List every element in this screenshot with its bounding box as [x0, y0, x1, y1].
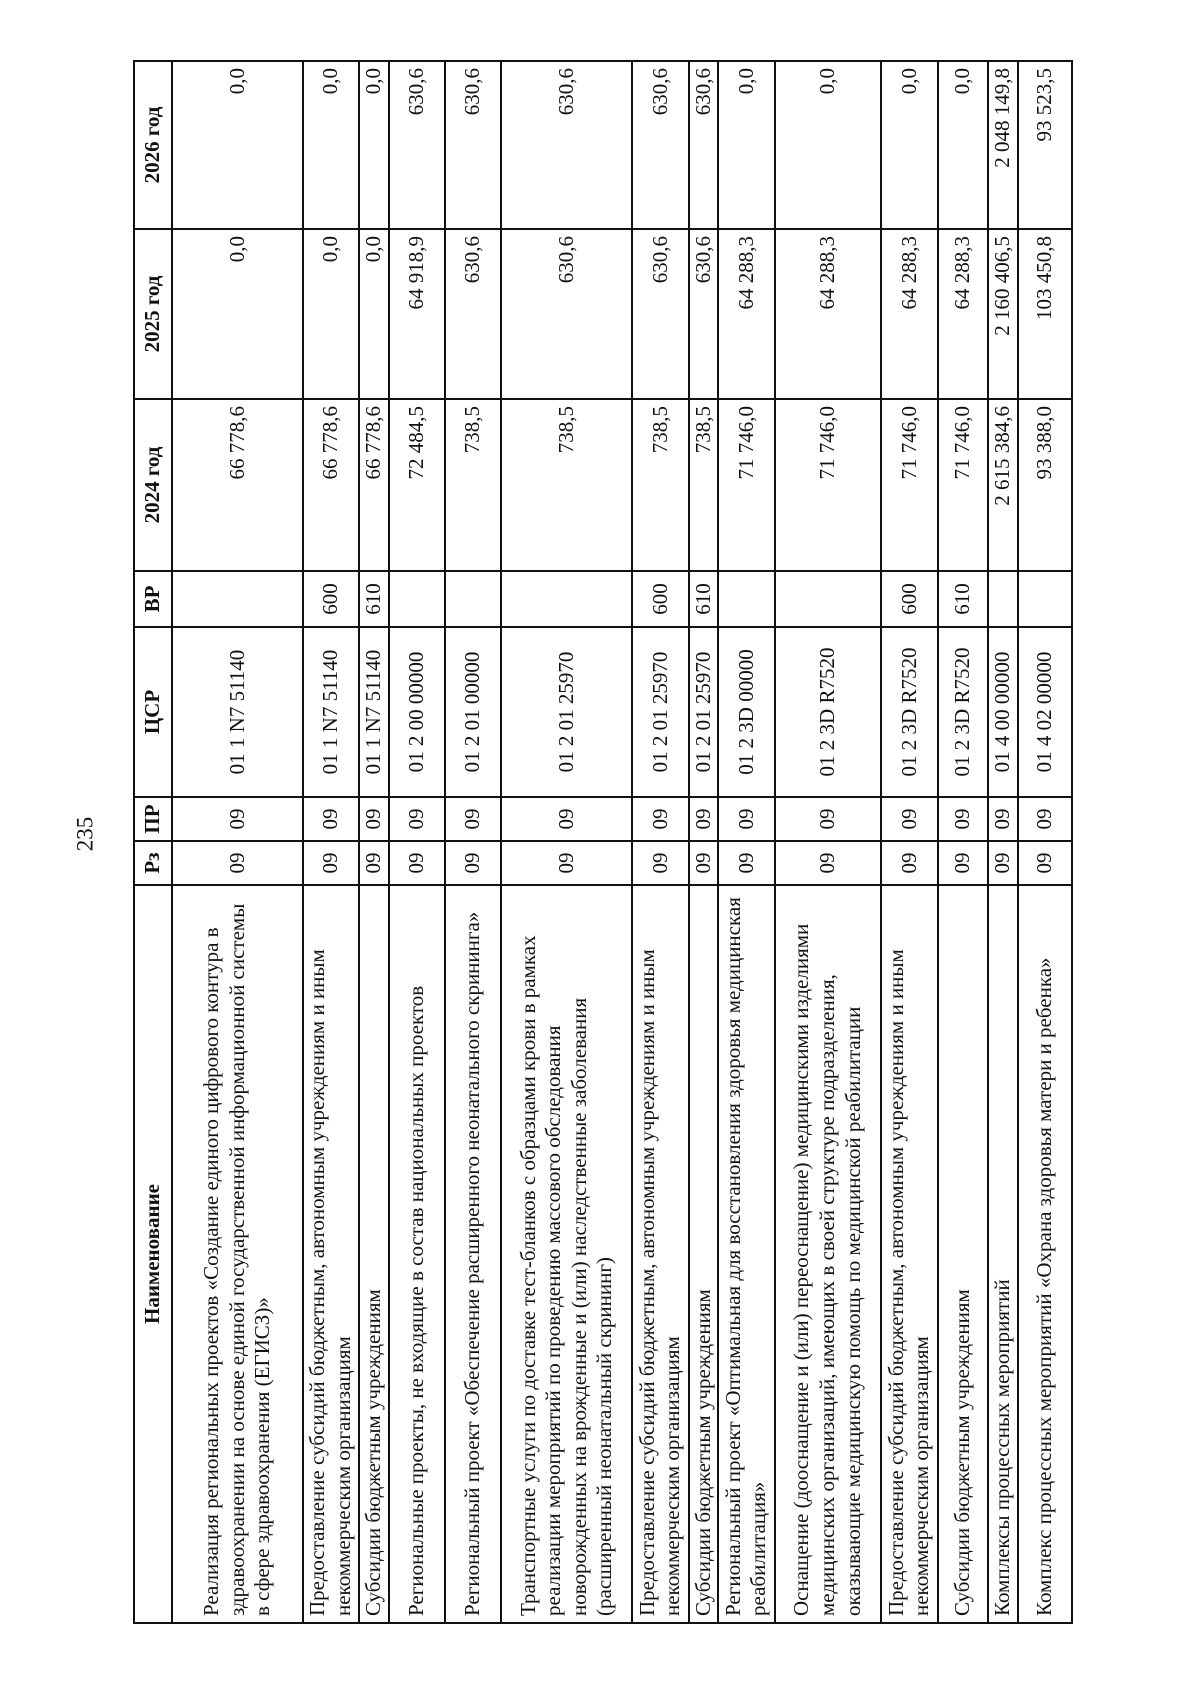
cell-2024: 71 746,0 [938, 399, 988, 571]
cell-vr: 610 [938, 571, 988, 627]
cell-rz: 09 [501, 841, 632, 885]
cell-2025: 64 288,3 [881, 229, 937, 399]
cell-rz: 09 [988, 841, 1018, 885]
cell-rz: 09 [689, 841, 719, 885]
cell-name: Субсидии бюджетным учреждениям [938, 885, 988, 1623]
cell-name: Субсидии бюджетным учреждениям [359, 885, 389, 1623]
cell-name: Оснащение (дооснащение и (или) переоснащение) медицинскими изделиями медицинских организаций, имеющих в своей структуре подразделения, оказывающие медицинскую помощь по медицинской реабилитации [775, 885, 882, 1623]
cell-vr [501, 571, 632, 627]
cell-2024: 2 615 384,6 [988, 399, 1018, 571]
cell-pr: 09 [359, 797, 389, 841]
cell-csr: 01 1 N7 51140 [303, 627, 359, 797]
cell-2026: 0,0 [172, 61, 303, 229]
cell-pr: 09 [389, 797, 445, 841]
cell-2026: 0,0 [359, 61, 389, 229]
cell-csr: 01 1 N7 51140 [359, 627, 389, 797]
header-row [134, 61, 172, 1623]
cell-2024: 738,5 [689, 399, 719, 571]
cell-pr: 09 [303, 797, 359, 841]
cell-vr [389, 571, 445, 627]
table-row [938, 61, 988, 1623]
cell-rz: 09 [1018, 841, 1072, 885]
cell-vr: 610 [689, 571, 719, 627]
table-row [389, 61, 445, 1623]
cell-vr [988, 571, 1018, 627]
cell-csr: 01 2 01 00000 [445, 627, 501, 797]
cell-name: Предоставление субсидий бюджетным, автономным учреждениям и иным некоммерческим организациям [881, 885, 937, 1623]
table-row [445, 61, 501, 1623]
cell-rz: 09 [632, 841, 688, 885]
cell-csr: 01 2 3D 00000 [718, 627, 774, 797]
header-csr: ЦСР [134, 627, 172, 797]
table-row [1018, 61, 1072, 1623]
cell-2026: 93 523,5 [1018, 61, 1072, 229]
cell-name: Предоставление субсидий бюджетным, автономным учреждениям и иным некоммерческим организациям [303, 885, 359, 1623]
cell-2026: 630,6 [389, 61, 445, 229]
cell-csr: 01 1 N7 51140 [172, 627, 303, 797]
rotated-table-container [133, 62, 1073, 1624]
cell-vr: 600 [632, 571, 688, 627]
cell-2026: 630,6 [632, 61, 688, 229]
cell-2025: 0,0 [172, 229, 303, 399]
cell-2025: 630,6 [689, 229, 719, 399]
table-row [988, 61, 1018, 1623]
header-vr: ВР [134, 571, 172, 627]
cell-2026: 630,6 [689, 61, 719, 229]
budget-table [133, 60, 1073, 1624]
cell-vr: 610 [359, 571, 389, 627]
table-row [359, 61, 389, 1623]
cell-pr: 09 [718, 797, 774, 841]
cell-rz: 09 [718, 841, 774, 885]
cell-csr: 01 4 02 00000 [1018, 627, 1072, 797]
cell-pr: 09 [938, 797, 988, 841]
cell-pr: 09 [689, 797, 719, 841]
cell-pr: 09 [445, 797, 501, 841]
cell-2025: 103 450,8 [1018, 229, 1072, 399]
cell-pr: 09 [172, 797, 303, 841]
cell-name: Субсидии бюджетным учреждениям [689, 885, 719, 1623]
cell-name: Региональные проекты, не входящие в состав национальных проектов [389, 885, 445, 1623]
cell-2025: 630,6 [445, 229, 501, 399]
table-row [303, 61, 359, 1623]
cell-2025: 64 288,3 [938, 229, 988, 399]
cell-2025: 64 918,9 [389, 229, 445, 399]
cell-2024: 66 778,6 [172, 399, 303, 571]
header-pr: ПР [134, 797, 172, 841]
cell-csr: 01 2 01 25970 [501, 627, 632, 797]
cell-pr: 09 [988, 797, 1018, 841]
header-name: Наименование [134, 885, 172, 1623]
cell-name: Реализация региональных проектов «Создание единого цифрового контура в здравоохранении на основе единой государственной информационной системы в сфере здравоохранения (ЕГИСЗ)» [172, 885, 303, 1623]
cell-2025: 0,0 [359, 229, 389, 399]
cell-vr [1018, 571, 1072, 627]
cell-2025: 0,0 [303, 229, 359, 399]
cell-rz: 09 [172, 841, 303, 885]
cell-2026: 0,0 [938, 61, 988, 229]
cell-vr: 600 [881, 571, 937, 627]
cell-2024: 66 778,6 [359, 399, 389, 571]
cell-name: Региональный проект «Оптимальная для восстановления здоровья медицинская реабилитация» [718, 885, 774, 1623]
cell-rz: 09 [359, 841, 389, 885]
cell-name: Предоставление субсидий бюджетным, автономным учреждениям и иным некоммерческим организациям [632, 885, 688, 1623]
cell-name: Комплекс процессных мероприятий «Охрана здоровья матери и ребенка» [1018, 885, 1072, 1623]
cell-rz: 09 [389, 841, 445, 885]
table-row [632, 61, 688, 1623]
table-row [718, 61, 774, 1623]
cell-2024: 71 746,0 [881, 399, 937, 571]
cell-pr: 09 [775, 797, 882, 841]
cell-rz: 09 [303, 841, 359, 885]
cell-2024: 72 484,5 [389, 399, 445, 571]
table-row [172, 61, 303, 1623]
cell-2026: 2 048 149,8 [988, 61, 1018, 229]
cell-2026: 630,6 [445, 61, 501, 229]
cell-csr: 01 2 01 25970 [689, 627, 719, 797]
cell-2025: 64 288,3 [775, 229, 882, 399]
cell-2024: 738,5 [632, 399, 688, 571]
cell-name: Региональный проект «Обеспечение расширенного неонатального скрининга» [445, 885, 501, 1623]
cell-csr: 01 2 3D R7520 [775, 627, 882, 797]
cell-2024: 71 746,0 [718, 399, 774, 571]
cell-2024: 738,5 [501, 399, 632, 571]
cell-rz: 09 [881, 841, 937, 885]
cell-2026: 0,0 [718, 61, 774, 229]
page-number: 235 [72, 816, 98, 852]
cell-csr: 01 2 3D R7520 [881, 627, 937, 797]
cell-rz: 09 [775, 841, 882, 885]
cell-2024: 738,5 [445, 399, 501, 571]
cell-vr [445, 571, 501, 627]
cell-pr: 09 [501, 797, 632, 841]
cell-vr [775, 571, 882, 627]
cell-2024: 93 388,0 [1018, 399, 1072, 571]
table-row [689, 61, 719, 1623]
cell-2026: 0,0 [775, 61, 882, 229]
cell-pr: 09 [632, 797, 688, 841]
cell-2026: 0,0 [303, 61, 359, 229]
cell-2025: 630,6 [632, 229, 688, 399]
table-row [501, 61, 632, 1623]
table-row [775, 61, 882, 1623]
cell-csr: 01 2 3D R7520 [938, 627, 988, 797]
cell-vr: 600 [303, 571, 359, 627]
cell-csr: 01 2 01 25970 [632, 627, 688, 797]
cell-2025: 2 160 406,5 [988, 229, 1018, 399]
cell-rz: 09 [445, 841, 501, 885]
cell-2025: 64 288,3 [718, 229, 774, 399]
cell-csr: 01 4 00 00000 [988, 627, 1018, 797]
cell-2024: 66 778,6 [303, 399, 359, 571]
header-2026: 2026 год [134, 61, 172, 229]
header-2024: 2024 год [134, 399, 172, 571]
cell-2025: 630,6 [501, 229, 632, 399]
cell-name: Комплексы процессных мероприятий [988, 885, 1018, 1623]
cell-pr: 09 [1018, 797, 1072, 841]
cell-name: Транспортные услуги по доставке тест-бланков с образцами крови в рамках реализации мероприятий по проведению массового обследования новорожденных на врожденные и (или) наследственные заболевания (расширенный неонатальный скрининг) [501, 885, 632, 1623]
header-2025: 2025 год [134, 229, 172, 399]
cell-2024: 71 746,0 [775, 399, 882, 571]
cell-pr: 09 [881, 797, 937, 841]
cell-2026: 0,0 [881, 61, 937, 229]
cell-vr [172, 571, 303, 627]
table-row [881, 61, 937, 1623]
cell-csr: 01 2 00 00000 [389, 627, 445, 797]
cell-2026: 630,6 [501, 61, 632, 229]
cell-rz: 09 [938, 841, 988, 885]
header-rz: Рз [134, 841, 172, 885]
cell-vr [718, 571, 774, 627]
